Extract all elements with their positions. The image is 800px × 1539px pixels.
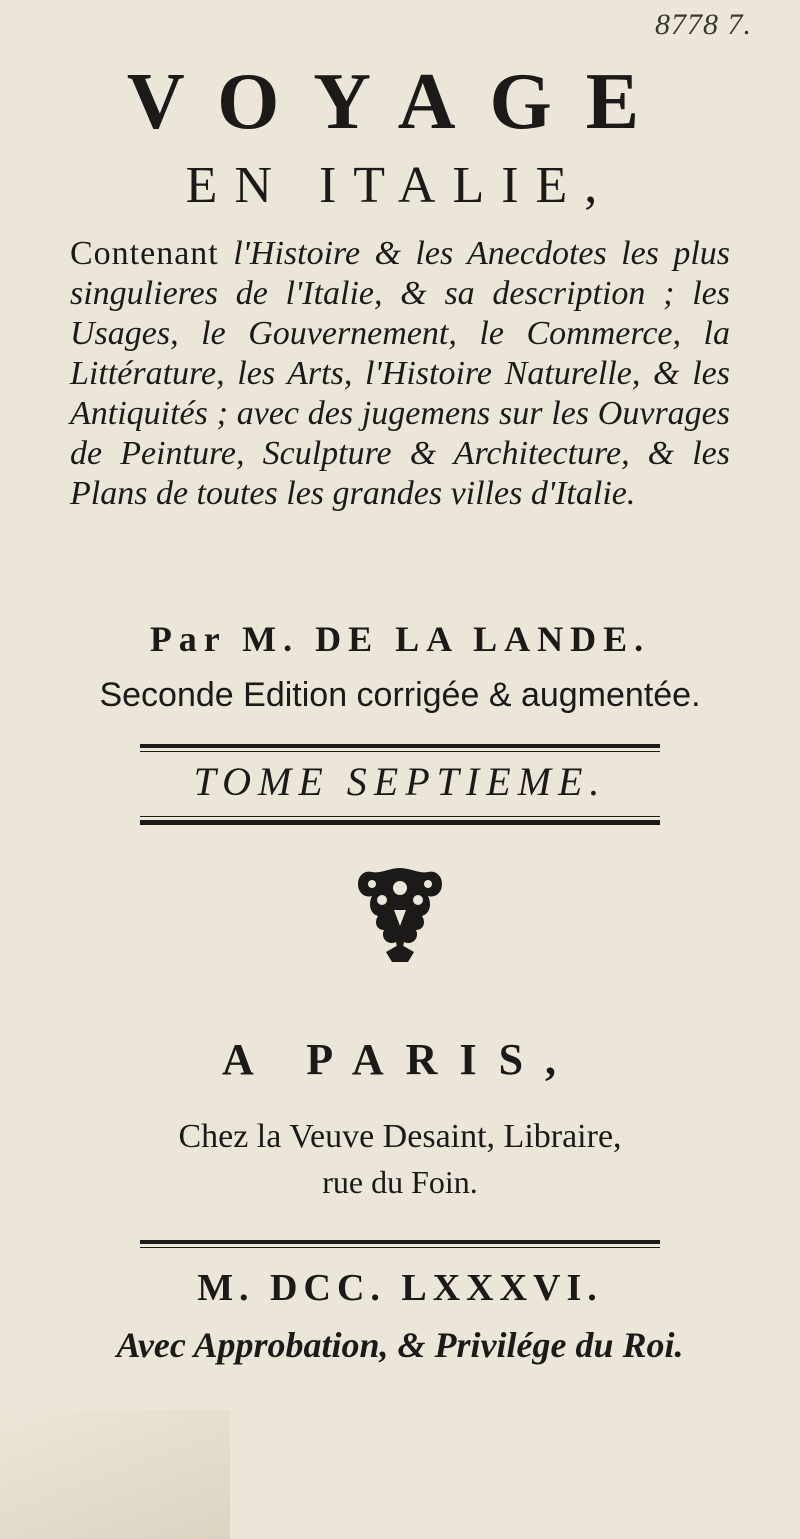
fleuron-ornament-icon [350, 864, 450, 968]
publisher-address: rue du Foin. [322, 1164, 478, 1200]
rule-bottom-thick [140, 820, 660, 825]
rule-imprint-thin [140, 1247, 660, 1248]
description-text: l'Histoire & les Anecdotes les plus singulieres de l'Italie, & sa description ; les Usages, le Gouvernement, le Commerce, la Littérature, les Arts, l'Histoire Naturelle, & les Antiquités ; avec des jugemens sur les Ouvrages de Peinture, Sculpture & Architecture, & les Plans de toutes les grandes villes d'Italie. [70, 235, 731, 512]
rule-imprint-thick [140, 1240, 660, 1244]
volume-label: TOME SEPTIEME. [193, 759, 607, 804]
description-lead: Contenant [70, 235, 219, 272]
rule-top-thick [140, 744, 660, 748]
privilege-line: Avec Approbation, & Privilége du Roi. [116, 1325, 684, 1365]
description [70, 234, 730, 514]
rule-bottom-thin [140, 816, 660, 817]
publisher-line: Chez la Veuve Desaint, Libraire, [178, 1118, 622, 1155]
author-line: Par M. DE LA LANDE. [149, 619, 651, 659]
shelfmark: 8778 7. [655, 8, 752, 41]
book-title: VOYAGE [126, 58, 674, 146]
paper-stain [0, 1410, 230, 1539]
book-subtitle: EN ITALIE, [185, 157, 615, 214]
publication-date: M. DCC. LXXXVI. [197, 1267, 603, 1309]
edition-line: Seconde Edition corrigée & augmentée. [99, 676, 701, 714]
rule-top-thin [140, 751, 660, 752]
place-of-publication: A PARIS, [221, 1035, 579, 1084]
